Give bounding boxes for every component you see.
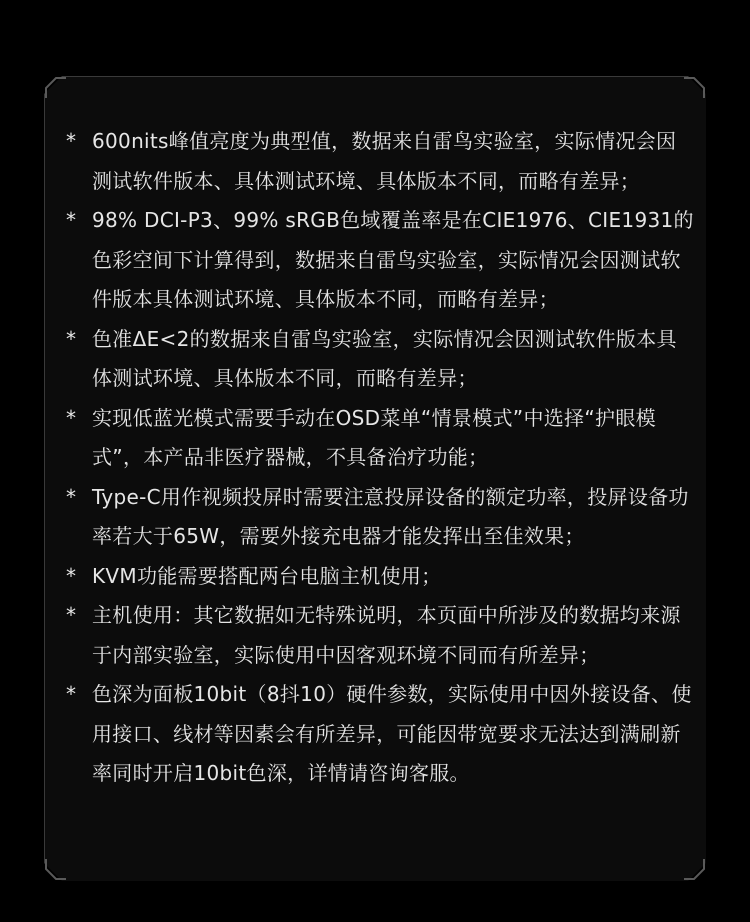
asterisk-bullet: * (66, 405, 77, 430)
disclaimer-note (64, 399, 694, 478)
disclaimer-note (64, 557, 694, 597)
asterisk-bullet: * (66, 208, 77, 232)
disclaimer-note-text: KVM功能需要搭配两台电脑主机使用； (92, 563, 442, 588)
disclaimer-note-text: Type-C用作视频投屏时需要注意投屏设备的额定功率，投屏设备功率若大于65W，需要外接充电器才能发挥出至佳效果； (92, 484, 689, 548)
asterisk-bullet: * (66, 563, 77, 588)
disclaimer-note (64, 201, 694, 320)
disclaimer-note-text: 色准ΔE<2的数据来自雷鸟实验室，实际情况会因测试软件版本具体测试环境、具体版本不同，而略有差异； (92, 326, 677, 390)
disclaimer-note (64, 478, 694, 557)
asterisk-bullet: * (66, 603, 77, 627)
corner-bracket-top-right (680, 76, 706, 102)
disclaimer-note (64, 320, 694, 399)
disclaimer-note-text: 600nits峰值亮度为典型值，数据来自雷鸟实验室，实际情况会因测试软件版本、具体测试环境、具体版本不同，而略有差异； (92, 129, 677, 193)
asterisk-bullet: * (66, 484, 77, 509)
corner-bracket-bottom-left (44, 855, 70, 881)
corner-bracket-bottom-right (680, 855, 706, 881)
disclaimer-note-text: 主机使用：其它数据如无特殊说明，本页面中所涉及的数据均来源于内部实验室，实际使用中因客观环境不同而有所差异； (92, 603, 681, 667)
disclaimer-note-text: 98% DCI-P3、99% sRGB色域覆盖率是在CIE1976、CIE1931的色彩空间下计算得到，数据来自雷鸟实验室，实际情况会因测试软件版本具体测试环境、具体版本不同，而略有差异； (92, 208, 694, 311)
asterisk-bullet: * (66, 326, 77, 351)
disclaimer-note-text: 实现低蓝光模式需要手动在OSD菜单“情景模式”中选择“护眼模式”，本产品非医疗器械，不具备治疗功能； (92, 405, 656, 469)
disclaimer-notes-list (64, 122, 694, 794)
disclaimer-note (64, 675, 694, 794)
corner-bracket-top-left (44, 76, 70, 102)
asterisk-bullet: * (66, 129, 77, 153)
asterisk-bullet: * (66, 682, 77, 706)
disclaimer-note (64, 596, 694, 675)
disclaimer-note-text: 色深为面板10bit（8抖10）硬件参数，实际使用中因外接设备、使用接口、线材等因素会有所差异，可能因带宽要求无法达到满刷新率同时开启10bit色深，详情请咨询客服。 (92, 682, 692, 785)
disclaimer-note (64, 122, 694, 201)
